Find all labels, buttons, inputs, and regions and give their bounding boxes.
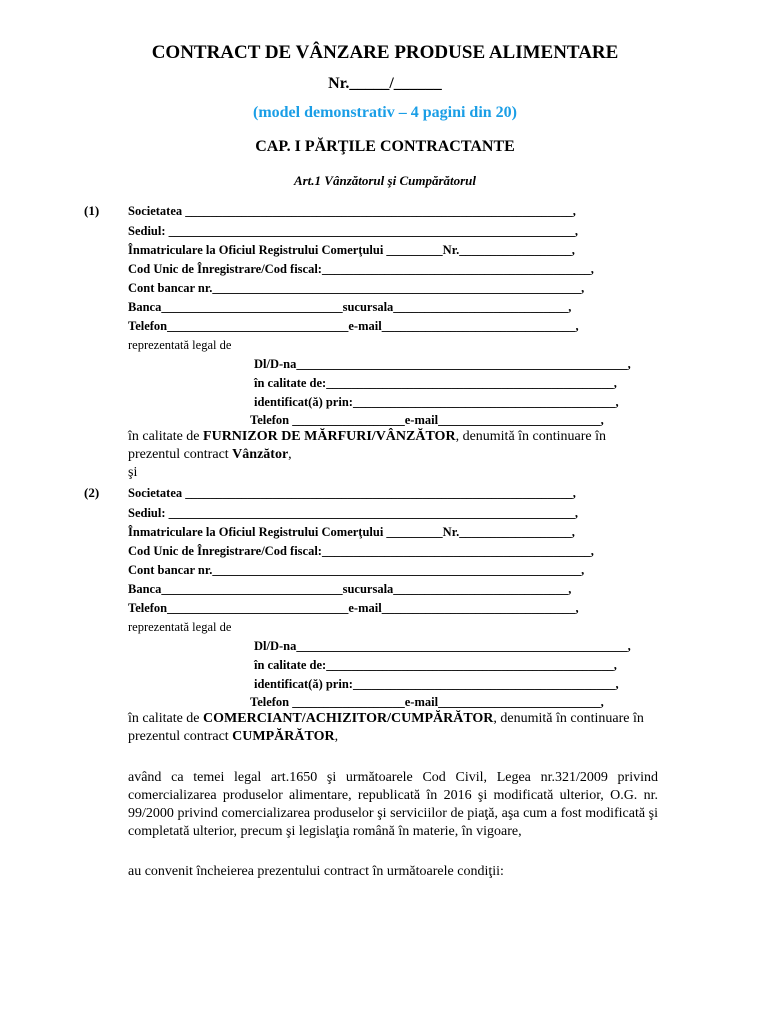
party-2-company-field: Societatea ______________________________________________________________, — [128, 486, 576, 500]
party-1-role: FURNIZOR DE MĂRFURI/VÂNZĂTOR — [203, 429, 456, 444]
party-1-rep-capacity-field: în calitate de:______________________________________________, — [254, 376, 617, 390]
contract-number: Nr._____/______ — [328, 75, 442, 92]
article-heading: Art.1 Vânzătorul şi Cumpărătorul — [293, 173, 477, 188]
party-2-number: (2) — [84, 485, 100, 500]
party-1-rep-id-field: identificat(ă) prin:__________________________________________, — [254, 395, 619, 409]
party-2-represented-label: reprezentată legal de — [128, 620, 232, 634]
party-1-phone-email-field: Telefon_____________________________e-mail_______________________________, — [128, 319, 579, 333]
document-title: CONTRACT DE VÂNZARE PRODUSE ALIMENTARE — [151, 42, 619, 63]
party-2-bank-field: Banca_____________________________sucursala____________________________, — [128, 582, 572, 596]
party-2-role: COMERCIANT/ACHIZITOR/CUMPĂRĂTOR — [203, 711, 494, 726]
party-2-rep-contact-field: Telefon __________________e-mail__________________________, — [250, 695, 604, 709]
party-2-rep-id-field: identificat(ă) prin:__________________________________________, — [254, 677, 619, 691]
party-2-alias: CUMPĂRĂTOR — [232, 729, 335, 744]
party-1-alias: Vânzător — [232, 447, 289, 462]
party-1-company-field: Societatea ______________________________________________________________, — [128, 204, 576, 218]
party-1-rep-name-field: Dl/D-na_____________________________________________________, — [254, 357, 631, 371]
party-2-role-paragraph: în calitate de COMERCIANT/ACHIZITOR/CUMPĂRĂTOR, denumită în continuare în prezentul contract CUMPĂRĂTOR, — [128, 711, 644, 744]
party-1-bank-field: Banca_____________________________sucursala____________________________, — [128, 300, 572, 314]
and-connector: şi — [128, 465, 138, 480]
party-2-fiscal-code-field: Cod Unic de Înregistrare/Cod fiscal:___________________________________________, — [128, 544, 594, 558]
party-1-fiscal-code-field: Cod Unic de Înregistrare/Cod fiscal:___________________________________________, — [128, 262, 594, 276]
party-2-phone-email-field: Telefon_____________________________e-mail_______________________________, — [128, 601, 579, 615]
party-2-registry-field: Înmatriculare la Oficiul Registrului Comerţului _________Nr.__________________, — [128, 525, 575, 539]
party-1-address-field: Sediul: _________________________________________________________________, — [128, 224, 579, 238]
party-1-represented-label: reprezentată legal de — [128, 338, 232, 352]
party-1-registry-field: Înmatriculare la Oficiul Registrului Comerţului _________Nr.__________________, — [128, 243, 575, 257]
party-1-bank-account-field: Cont bancar nr.___________________________________________________________, — [128, 281, 585, 295]
model-note: (model demonstrativ – 4 pagini din 20) — [252, 104, 517, 121]
party-2-rep-capacity-field: în calitate de:______________________________________________, — [254, 658, 617, 672]
agreement-paragraph: au convenit încheierea prezentului contract în următoarele condiţii: — [128, 864, 504, 879]
party-1-rep-contact-field: Telefon __________________e-mail__________________________, — [250, 413, 604, 427]
chapter-heading: CAP. I PĂRŢILE CONTRACTANTE — [255, 138, 515, 155]
party-1-role-paragraph: în calitate de FURNIZOR DE MĂRFURI/VÂNZĂTOR, denumită în continuare în prezentul contract Vânzător, — [128, 429, 607, 462]
party-2-address-field: Sediul: _________________________________________________________________, — [128, 506, 579, 520]
party-2-rep-name-field: Dl/D-na_____________________________________________________, — [254, 639, 631, 653]
party-2-bank-account-field: Cont bancar nr.___________________________________________________________, — [128, 563, 585, 577]
party-1-number: (1) — [84, 203, 100, 218]
legal-basis-paragraph: având ca temei legal art.1650 şi următoarele Cod Civil, Legea nr.321/2009 privind comercializarea produselor alimentare, republicată în 2016 şi modificată ulterior, O.G. nr. 99/2000 privind comercializarea produselor şi serviciilor de piaţă, aşa cum a fost modificată şi completată ulterior, precum şi legislaţia română în materie, în vigoare, — [128, 770, 658, 839]
